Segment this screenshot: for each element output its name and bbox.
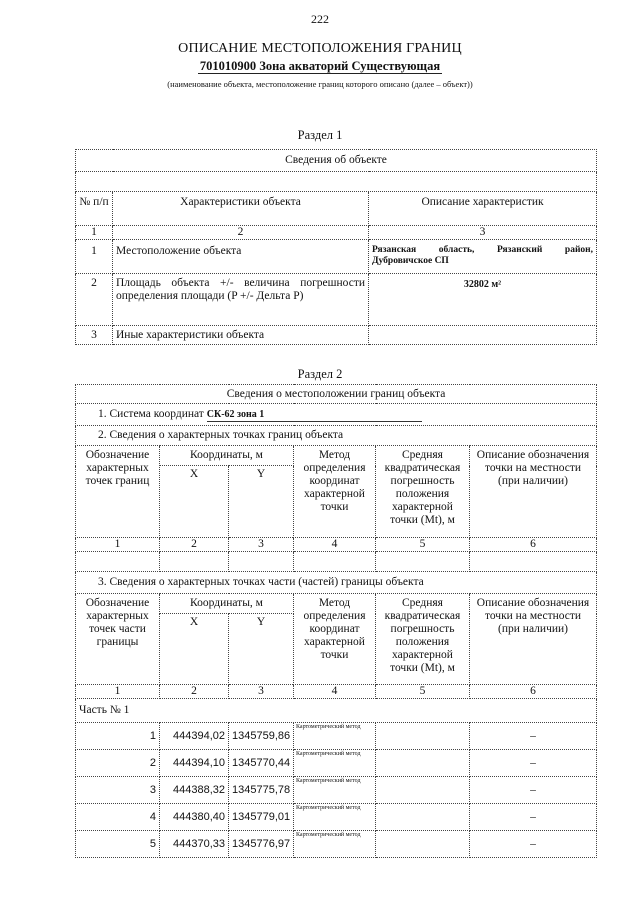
- section1-title: Раздел 1: [297, 128, 343, 142]
- row-name: Иные характеристики объекта: [113, 326, 369, 345]
- header-error: Средняя квадратическая погрешность положения характерной точки (Mt), м: [376, 594, 470, 685]
- header-coordinates: Координаты, м: [160, 594, 294, 614]
- coord-system-row: [76, 404, 597, 426]
- header-y: Y: [229, 614, 294, 685]
- header-point-description: Описание обозначения точки на местности (при наличии): [470, 446, 597, 538]
- object-name-text: 701010900 Зона акваторий Существующая: [199, 59, 441, 73]
- point-method: Картометрический метод: [294, 831, 376, 858]
- point-x: 444388,32: [160, 777, 229, 804]
- section2-table: [75, 384, 597, 858]
- row-value: Рязанская область, Рязанский район, Дубровичское СП: [369, 240, 597, 274]
- table-row: [76, 831, 597, 858]
- row-name: Местоположение объекта: [113, 240, 369, 274]
- point-y: 1345759,86: [229, 723, 294, 750]
- index-cell: 4: [294, 685, 376, 699]
- index-cell: 1: [76, 538, 160, 552]
- point-method: Картометрический метод: [294, 750, 376, 777]
- header-x: X: [160, 466, 229, 538]
- point-method: Картометрический метод: [294, 723, 376, 750]
- point-number: 1: [76, 723, 160, 750]
- point-error: [376, 831, 470, 858]
- point-number: 2: [76, 750, 160, 777]
- page-number: 222: [311, 12, 329, 26]
- header-x: X: [160, 614, 229, 685]
- header-coordinates: Координаты, м: [160, 446, 294, 466]
- row-value: 32802 м²: [369, 274, 597, 326]
- point-number: 5: [76, 831, 160, 858]
- section1-table: [75, 149, 597, 345]
- point-error: [376, 723, 470, 750]
- row-num: 3: [76, 326, 113, 345]
- point-x: 444370,33: [160, 831, 229, 858]
- index-cell: 2: [113, 226, 369, 240]
- row-name: Площадь объекта +/- величина погрешности определения площади (P +/- Дельта P): [113, 274, 369, 326]
- table-row: [76, 240, 597, 274]
- index-cell: 2: [160, 685, 229, 699]
- index-cell: 6: [470, 685, 597, 699]
- header-num: № п/п: [76, 192, 113, 226]
- point-x: 444394,02: [160, 723, 229, 750]
- coord-system-value: СК-62 зона 1: [206, 408, 265, 420]
- section2-table-title: Сведения о местоположении границ объекта: [76, 385, 597, 404]
- empty-row: [76, 172, 597, 192]
- header-method: Метод определения координат характерной точки: [294, 446, 376, 538]
- point-y: 1345775,78: [229, 777, 294, 804]
- object-note: (наименование объекта, местоположение границ которого описано (далее – объект)): [167, 79, 473, 89]
- index-cell: 1: [76, 226, 113, 240]
- row-value: [369, 326, 597, 345]
- point-number: 3: [76, 777, 160, 804]
- index-cell: 6: [470, 538, 597, 552]
- point-error: [376, 750, 470, 777]
- table-row: [76, 777, 597, 804]
- table-row: [76, 804, 597, 831]
- point-y: 1345770,44: [229, 750, 294, 777]
- row-num: 2: [76, 274, 113, 326]
- table-row: [76, 274, 597, 326]
- point-method: Картометрический метод: [294, 777, 376, 804]
- header-description: Описание характеристик: [369, 192, 597, 226]
- point-description: –: [470, 804, 597, 831]
- table-row: [76, 723, 597, 750]
- index-cell: 2: [160, 538, 229, 552]
- index-cell: 3: [369, 226, 597, 240]
- point-description: –: [470, 831, 597, 858]
- header-designation: Обозначение характерных точек границ: [76, 446, 160, 538]
- point-error: [376, 804, 470, 831]
- point-description: –: [470, 750, 597, 777]
- index-cell: 3: [229, 685, 294, 699]
- index-cell: 3: [229, 538, 294, 552]
- point-method: Картометрический метод: [294, 804, 376, 831]
- document-title: ОПИСАНИЕ МЕСТОПОЛОЖЕНИЯ ГРАНИЦ: [178, 41, 462, 56]
- point-error: [376, 777, 470, 804]
- empty-row: [76, 552, 597, 572]
- points-title: 2. Сведения о характерных точках границ объекта: [76, 426, 597, 446]
- coord-system-field: [207, 408, 422, 422]
- index-cell: 5: [376, 685, 470, 699]
- row-num: 1: [76, 240, 113, 274]
- table-row: [76, 326, 597, 345]
- section1-table-title: Сведения об объекте: [76, 150, 597, 172]
- object-name: [0, 59, 640, 74]
- index-cell: 4: [294, 538, 376, 552]
- section2-title: Раздел 2: [297, 367, 343, 381]
- point-y: 1345779,01: [229, 804, 294, 831]
- point-description: –: [470, 723, 597, 750]
- point-number: 4: [76, 804, 160, 831]
- index-cell: 5: [376, 538, 470, 552]
- point-description: –: [470, 777, 597, 804]
- header-characteristic: Характеристики объекта: [113, 192, 369, 226]
- header-error: Средняя квадратическая погрешность положения характерной точки (Mt), м: [376, 446, 470, 538]
- table-row: [76, 750, 597, 777]
- header-designation: Обозначение характерных точек части границы: [76, 594, 160, 685]
- point-x: 444394,10: [160, 750, 229, 777]
- point-x: 444380,40: [160, 804, 229, 831]
- header-point-description: Описание обозначения точки на местности (при наличии): [470, 594, 597, 685]
- header-y: Y: [229, 466, 294, 538]
- point-y: 1345776,97: [229, 831, 294, 858]
- parts-title: 3. Сведения о характерных точках части (частей) границы объекта: [76, 572, 597, 594]
- header-method: Метод определения координат характерной точки: [294, 594, 376, 685]
- coord-system-label: 1. Система координат: [98, 407, 204, 420]
- index-cell: 1: [76, 685, 160, 699]
- part-label: Часть № 1: [76, 699, 597, 723]
